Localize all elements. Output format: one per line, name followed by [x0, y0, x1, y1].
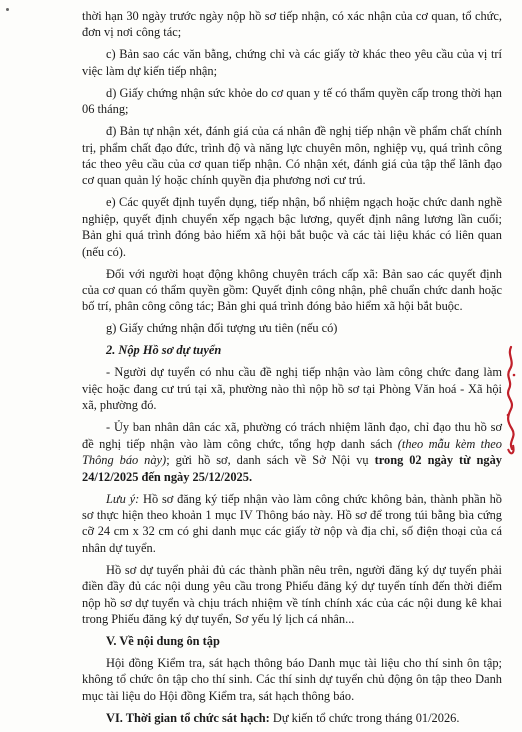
scan-speck — [6, 8, 9, 11]
section-heading-review: V. Về nội dung ôn tập — [106, 633, 220, 648]
paragraph-note — [82, 491, 502, 557]
note-label: Lưu ý: — [106, 491, 140, 506]
paragraph-part-time-staff: Đối với người hoạt động không chuyên trách cấp xã: Bản sao các quyết định của cơ quan có thẩm quyền gồm: Quyết định công nhận, phê chuẩn chức danh hoặc bố trí, phân công công tác; Bản ghi quá trình đóng bảo hiểm xã hội bắt buộc. — [82, 266, 502, 314]
paragraph-review: Hội đồng Kiểm tra, sát hạch thông báo Danh mục tài liệu cho thí sinh ôn tập; không tổ chức ôn tập cho thí sinh. Các thí sinh dự tuyển chủ động ôn tập theo Danh mục tài liệu do Hội đồng Kiểm tra, sát hạch thông báo. — [82, 655, 502, 703]
exam-time-heading: VI. Thời gian tổ chức sát hạch: — [106, 710, 270, 725]
duty-deadline: trong 02 ngày từ ngày 24/12/2025 đến ngày 25/12/2025. — [82, 453, 502, 484]
section-heading-submit: 2. Nộp Hồ sơ dự tuyển — [106, 343, 222, 358]
exam-time-text: Dự kiến tổ chức trong tháng 01/2026. — [269, 710, 460, 725]
paragraph-requirements: Hồ sơ dự tuyển phải đủ các thành phần nêu trên, người đăng ký dự tuyển phải điền đầy đủ các nội dung yêu cầu trong Phiếu đăng ký dự tuyển tính đến thời điểm nộp hồ sơ dự tuyển và chịu trách nhiệm về tính chính xác của các nội dung kê khai trong Phiếu đăng ký dự tuyển, Sơ yếu lý lịch cá nhân... — [82, 562, 502, 626]
red-signature-mark — [504, 345, 518, 460]
duty-text-2: ; gửi hồ sơ, danh sách về Sở Nội vụ — [166, 453, 375, 468]
document-page — [82, 8, 502, 732]
paragraph-item-e: e) Các quyết định tuyển dụng, tiếp nhận, bổ nhiệm ngạch hoặc chức danh nghề nghiệp, quyết định chuyển xếp ngạch bậc lương, quyết định nâng lương lần cuối; Bản ghi quá trình đóng bảo hiểm xã hội bắt buộc và các tài liệu khác có liên quan (nếu có). — [82, 195, 502, 259]
paragraph-committee-duty — [82, 419, 502, 485]
paragraph-item-dd: đ) Bản tự nhận xét, đánh giá của cá nhân đề nghị tiếp nhận về phẩm chất chính trị, phẩm chất đạo đức, trình độ và năng lực chuyên môn, nghiệp vụ, quá trình công tác theo yêu cầu của cơ quan tiếp nhận. Có nhận xét, đánh giá của tập thể lãnh đạo cơ quan quản lý hoặc chính quyền địa phương nơi cư trú. — [82, 124, 502, 188]
paragraph-continuation: thời hạn 30 ngày trước ngày nộp hồ sơ tiếp nhận, có xác nhận của cơ quan, tổ chức, đơn vị nơi công tác; — [82, 9, 502, 40]
duty-text-1: - Ủy ban nhân dân các xã, phường có trách nhiệm lãnh đạo, chỉ đạo thu hồ sơ đề nghị tiếp nhận vào làm công chức, tổng hợp danh sách — [82, 420, 502, 451]
duty-text-template: (theo mẫu kèm theo Thông báo này) — [82, 436, 503, 468]
paragraph-item-c: c) Bản sao các văn bằng, chứng chỉ và các giấy tờ khác theo yêu cầu của vị trí việc làm dự kiến tiếp nhận; — [82, 47, 502, 78]
note-text: Hồ sơ đăng ký tiếp nhận vào làm công chức không bản, thành phần hồ sơ thực hiện theo khoản 1 mục IV Thông báo này. Hồ sơ để trong túi bằng bìa cứng cỡ 24 cm x 32 cm có ghi danh mục các giấy tờ nộp và địa chỉ, số điện thoại của cá nhân dự tuyển. — [82, 491, 502, 555]
paragraph-item-g: g) Giấy chứng nhận đối tượng ưu tiên (nếu có) — [106, 321, 338, 336]
paragraph-item-d: d) Giấy chứng nhận sức khỏe do cơ quan y tế có thẩm quyền cấp trong thời hạn 06 tháng; — [82, 85, 502, 117]
paragraph-submit-location: - Người dự tuyển có nhu cầu đề nghị tiếp nhận vào làm công chức đang làm việc hoặc đang cư trú tại xã, phường nào thì nộp hồ sơ tại Phòng Văn hoá - Xã hội xã, phường đó. — [82, 365, 502, 413]
paragraph-exam-time — [82, 710, 502, 726]
